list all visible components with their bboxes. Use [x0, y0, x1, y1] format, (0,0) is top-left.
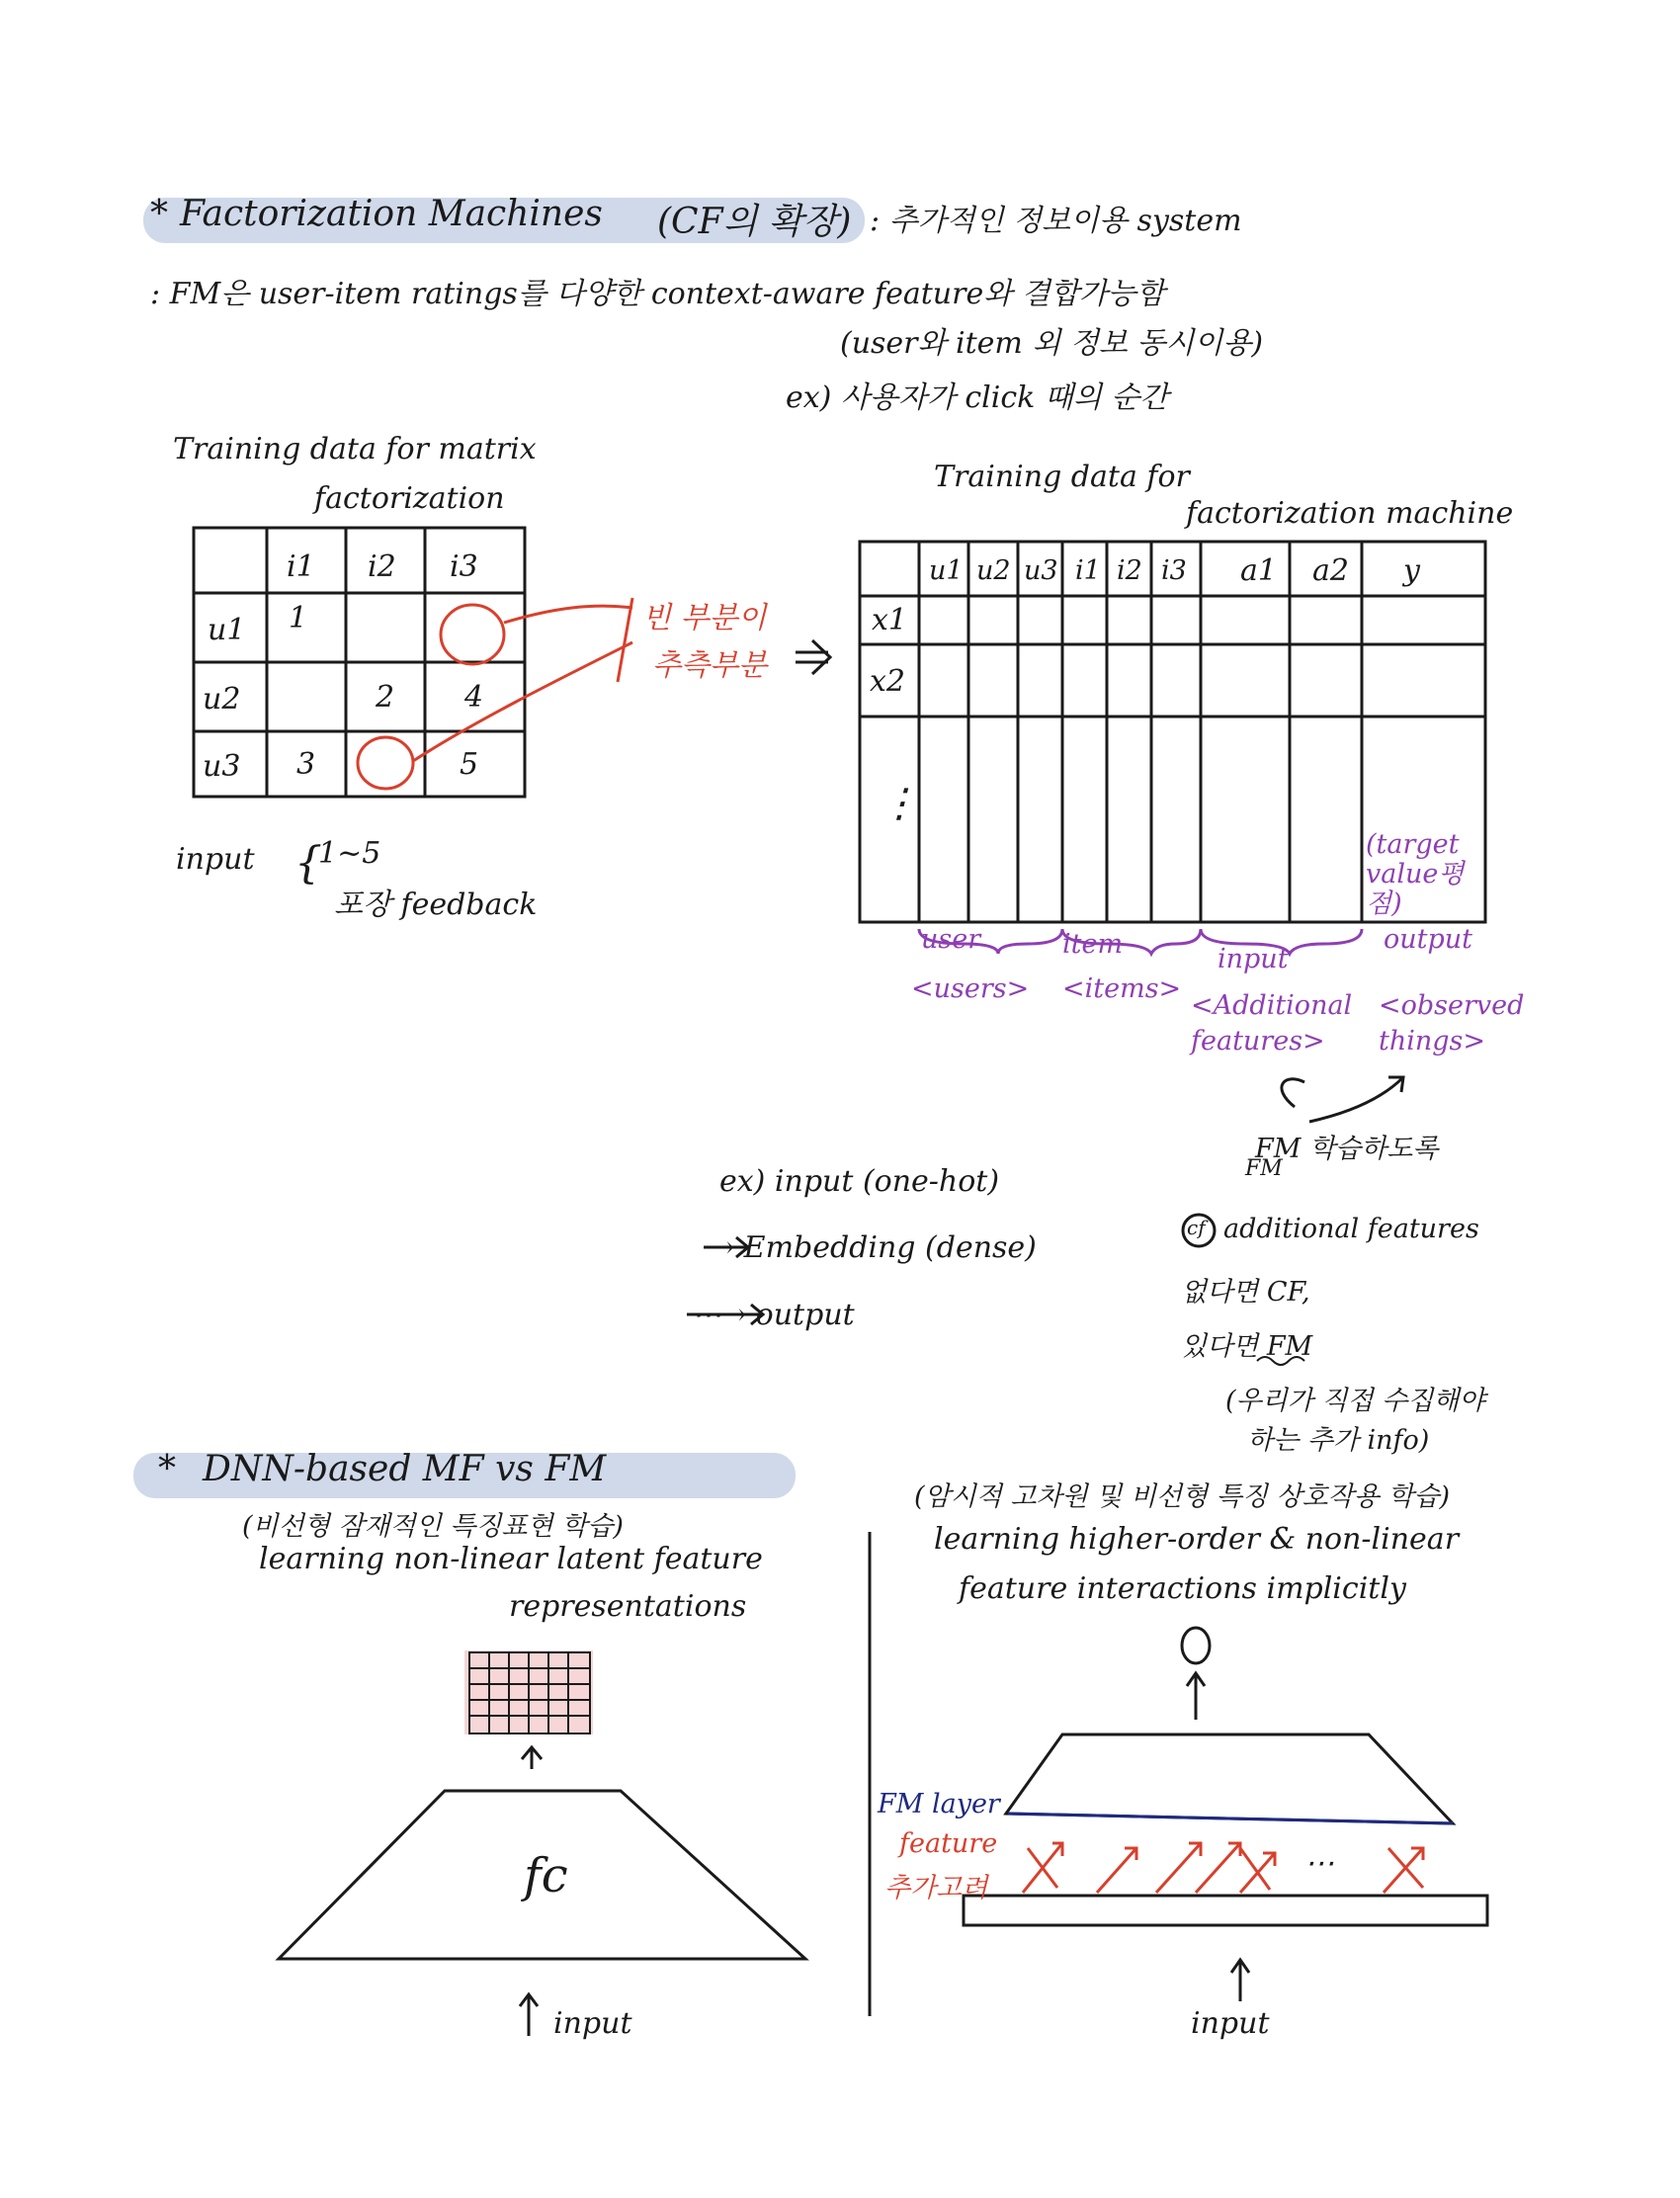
fm-col-a2: a2 [1312, 553, 1349, 588]
fm-group-user: user [921, 924, 981, 955]
section2-title-star: * [158, 1449, 176, 1489]
fm-row-x2: x2 [870, 664, 906, 699]
fm-table-title-line1: Training data for [934, 460, 1190, 494]
mf-col-header-i1: i1 [287, 550, 315, 584]
mf-cell-u1-i1: 1 [289, 601, 308, 635]
example-line1: ex) input (one-hot) [719, 1164, 1000, 1199]
section1-title-paren: (CF의 확장) [657, 202, 852, 242]
fm-col-u3: u3 [1024, 555, 1058, 586]
mf-col-header-i2: i2 [368, 550, 396, 584]
cf-note-line3: 있다면 FM [1181, 1331, 1313, 1362]
section2-left-note-en2: representations [509, 1589, 747, 1624]
cf-note-line4: (우리가 직접 수집해야 [1225, 1386, 1485, 1416]
fm-table-title-line2: factorization machine [1186, 496, 1514, 531]
fm-col-y: y [1403, 553, 1420, 588]
mf-missing-marks [358, 598, 632, 789]
mf-table-title-line1: Training data for matrix [173, 432, 537, 466]
mf-cell-u2-i3: 4 [464, 680, 484, 715]
mf-row-label-u2: u2 [203, 682, 241, 717]
cf-badge: cf [1187, 1216, 1206, 1239]
fm-row-dots: ⋮ [880, 781, 919, 826]
mf-input-range: 1~5 [318, 836, 381, 871]
fm-col-u1: u1 [929, 555, 964, 586]
section1-line2: (user와 item 외 정보 동시이용) [840, 326, 1264, 361]
mf-note-line1: 빈 부분이 [642, 601, 767, 635]
input-left-label: input [553, 2006, 632, 2041]
fm-col-i1: i1 [1075, 555, 1101, 586]
mf-table-title-line2: factorization [314, 481, 505, 516]
section2-right-note-ko: (암시적 고차원 및 비선형 특징 상호작용 학습) [914, 1481, 1451, 1512]
feature-note-line1: feature [899, 1828, 998, 1859]
example-line2: → Embedding (dense) [710, 1230, 1037, 1265]
feature-note-line2: 추가고려 [884, 1873, 988, 1903]
mf-row-label-u3: u3 [203, 749, 241, 784]
mf-row-label-u1: u1 [208, 613, 246, 647]
fm-group-item-sub: <items> [1062, 973, 1182, 1004]
fm-learn-note-sub: FM [1245, 1156, 1283, 1181]
mf-note-line2: 추측부분 [652, 648, 767, 683]
cf-note-line1: additional features [1223, 1214, 1479, 1244]
fm-col-u2: u2 [976, 555, 1011, 586]
mf-cell-u3-i3: 5 [460, 747, 479, 782]
fm-col-a1: a1 [1240, 553, 1277, 588]
mf-input-desc: 포장 feedback [334, 888, 538, 922]
mf-input-label: input [176, 842, 255, 877]
fc-label: fc [524, 1848, 568, 1903]
section1-title-desc: : 추가적인 정보이용 system [870, 204, 1242, 238]
learn-arrow [1282, 1077, 1403, 1122]
fm-group-braces [919, 929, 1362, 954]
section2-right-note-en2: feature interactions implicitly [959, 1571, 1406, 1606]
section1-line3: ex) 사용자가 click 때의 순간 [786, 380, 1169, 415]
section1-title-star: * [150, 194, 168, 234]
section2-title: DNN-based MF vs FM [203, 1449, 607, 1489]
fm-group-input-sub: <Additional features> [1191, 990, 1353, 1057]
latent-grid [464, 1650, 593, 1734]
fm-group-user-sub: <users> [911, 973, 1030, 1004]
interaction-arrows [1023, 1843, 1423, 1893]
mf-cell-u2-i2: 2 [376, 680, 395, 715]
fm-learn-note: FM 학습하도록 [1255, 1134, 1439, 1164]
example-line3: ⋯→ output [692, 1298, 855, 1332]
mf-col-header-i3: i3 [450, 550, 478, 584]
cf-note-line5: 하는 추가 info) [1247, 1425, 1430, 1456]
fm-col-i3: i3 [1161, 555, 1187, 586]
fm-group-output-sub: <observed things> [1379, 990, 1525, 1057]
fm-layer-line [1008, 1814, 1453, 1823]
mf-cell-u3-i1: 3 [296, 747, 316, 782]
to-fm-arrow [796, 640, 830, 674]
fm-row-x1: x1 [872, 603, 908, 637]
mf-input-brace: { [294, 838, 322, 888]
section2-left-note-ko: (비선형 잠재적인 특징표현 학습) [242, 1511, 624, 1542]
fm-group-output: output [1384, 924, 1473, 955]
fm-target-note: (target value평점) [1366, 829, 1465, 919]
fm-group-item: item [1062, 929, 1124, 960]
section1-title: Factorization Machines [180, 194, 603, 234]
input-right-label: input [1191, 2006, 1270, 2041]
fm-layer-label: FM layer [878, 1789, 1000, 1819]
section1-line1: : FM은 user-item ratings를 다양한 context-aware feature와 결합가능함 [150, 277, 1165, 311]
section2-left-note-en1: learning non-linear latent feature [259, 1542, 763, 1576]
cf-note-line2: 없다면 CF, [1181, 1277, 1310, 1308]
fm-group-input: input [1218, 944, 1289, 974]
fm-col-i2: i2 [1117, 555, 1142, 586]
section2-right-note-en1: learning higher-order & non-linear [934, 1522, 1460, 1557]
interaction-dots: ⋯ [1304, 1846, 1334, 1881]
